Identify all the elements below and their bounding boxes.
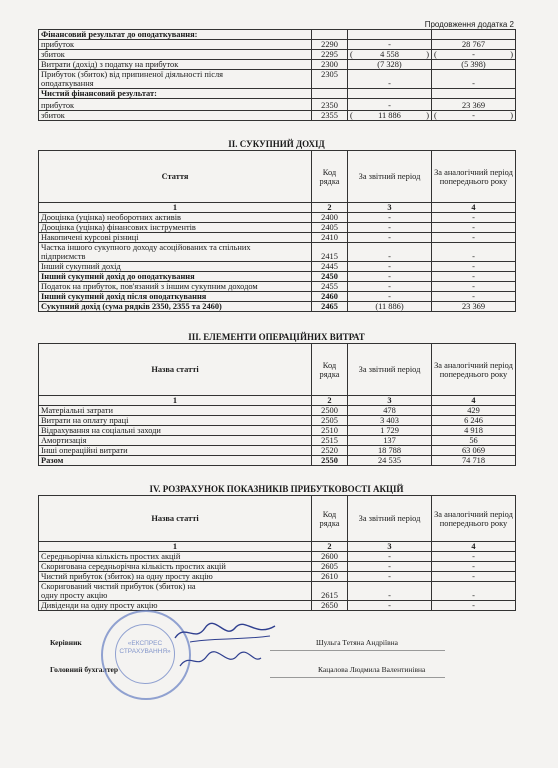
row-label: [39, 70, 312, 89]
row-label: [39, 562, 312, 572]
row-code: 2550: [312, 456, 348, 466]
row-label: [39, 262, 312, 272]
column-number-row: [39, 396, 516, 406]
row-value-cur: 1 729: [348, 426, 432, 436]
row-value-prev: -: [432, 282, 516, 292]
table-row: [39, 552, 516, 562]
row-value-prev: -: [432, 552, 516, 562]
header-prev: За аналогічний період попереднього року: [432, 496, 516, 542]
header-code: Код рядка: [312, 151, 348, 203]
top-note: Продовження додатка 2: [424, 20, 514, 29]
row-label: [39, 272, 312, 282]
row-value-cur: -: [348, 223, 432, 233]
row-code: 2455: [312, 282, 348, 292]
row-code: 2305: [312, 70, 348, 89]
table-row: [39, 436, 516, 446]
column-number: 4: [432, 542, 516, 552]
row-label-text: Фінансовий результат до оподаткування:: [41, 30, 198, 39]
row-value-prev: 28 767: [432, 40, 516, 50]
accountant-name: Кацалова Людмила Валентинівна: [318, 665, 426, 674]
row-value-prev: [432, 89, 516, 99]
header-cur: За звітний період: [348, 496, 432, 542]
row-label-text: прибуток: [41, 40, 75, 49]
row-value-cur: -: [348, 562, 432, 572]
table-row: [39, 223, 516, 233]
row-value-cur: -: [348, 233, 432, 243]
director-signature: [170, 618, 280, 648]
table-row: [39, 582, 516, 601]
row-value-cur: -: [348, 99, 432, 111]
row-code: 2500: [312, 406, 348, 416]
accountant-signature: [175, 648, 265, 674]
row-label: [39, 601, 312, 611]
accountant-label: Головний бухгалтер: [50, 665, 119, 674]
table-row: [39, 572, 516, 582]
row-label: [39, 416, 312, 426]
row-value-cur: ( 11 886 ): [348, 111, 432, 121]
row-label: [39, 30, 312, 40]
row-value-cur: (11 886): [348, 302, 432, 312]
row-label: [39, 582, 312, 601]
table-row: [39, 601, 516, 611]
row-label: [39, 40, 312, 50]
column-number: 1: [39, 542, 312, 552]
row-value-prev: -: [432, 601, 516, 611]
row-code: 2350: [312, 99, 348, 111]
row-value-cur: 137: [348, 436, 432, 446]
table-row: [39, 243, 516, 262]
column-number: 3: [348, 542, 432, 552]
row-label: [39, 456, 312, 466]
row-label: [39, 89, 312, 99]
header-name: Назва статті: [39, 344, 312, 396]
row-code: 2600: [312, 552, 348, 562]
column-number: 4: [432, 203, 516, 213]
row-label-text: Дивіденди на одну просту акцію: [41, 601, 158, 610]
row-value-cur: -: [348, 292, 432, 302]
row-label: [39, 111, 312, 121]
row-value-prev: -: [432, 582, 516, 601]
row-label: [39, 406, 312, 416]
row-value-cur: -: [348, 552, 432, 562]
table-row: [39, 70, 516, 89]
table-row: [39, 292, 516, 302]
row-code: 2290: [312, 40, 348, 50]
row-label-text: Інший сукупний дохід до оподаткування: [41, 272, 195, 281]
section-2-title: II. СУКУПНИЙ ДОХІД: [228, 139, 325, 149]
row-label: [39, 292, 312, 302]
row-value-cur: -: [348, 601, 432, 611]
row-label: [39, 233, 312, 243]
row-value-prev: 6 246: [432, 416, 516, 426]
table-header-row: [39, 151, 516, 203]
director-line: [270, 650, 445, 651]
row-label-text: Дооцінка (уцінка) фінансових інструментів: [41, 223, 196, 232]
header-cur: За звітний період: [348, 151, 432, 203]
row-label: [39, 223, 312, 233]
row-label-text: оподаткування: [41, 79, 94, 88]
row-value-prev: -: [432, 70, 516, 89]
row-label: [39, 572, 312, 582]
row-code: 2415: [312, 243, 348, 262]
row-label-text: Чистий прибуток (збиток) на одну просту акцію: [41, 572, 213, 581]
row-label-text: Витрати (дохід) з податку на прибуток: [41, 60, 179, 69]
row-label-text: Дооцінка (уцінка) необоротних активів: [41, 213, 181, 222]
row-label-text: Витрати на оплату праці: [41, 416, 129, 425]
column-number: 1: [39, 396, 312, 406]
row-code: 2295: [312, 50, 348, 60]
row-code: 2515: [312, 436, 348, 446]
row-value-prev: ( - ): [432, 50, 516, 60]
table-row: [39, 262, 516, 272]
row-label: [39, 436, 312, 446]
row-code: 2410: [312, 233, 348, 243]
row-value-cur: -: [348, 70, 432, 89]
row-code: 2510: [312, 426, 348, 436]
table-row: [39, 30, 516, 40]
row-code: 2400: [312, 213, 348, 223]
row-value-cur: -: [348, 582, 432, 601]
row-label-text: прибуток: [41, 101, 75, 110]
row-value-prev: -: [432, 272, 516, 282]
header-code: Код рядка: [312, 344, 348, 396]
row-value-prev: 74 718: [432, 456, 516, 466]
row-value-prev: -: [432, 572, 516, 582]
row-label: [39, 426, 312, 436]
row-value-cur: -: [348, 262, 432, 272]
row-value-prev: 23 369: [432, 99, 516, 111]
row-code: 2300: [312, 60, 348, 70]
row-label-text: Середньорічна кількість простих акцій: [41, 552, 181, 561]
header-cur: За звітний період: [348, 344, 432, 396]
row-code: 2650: [312, 601, 348, 611]
row-label-text: Інший сукупний дохід: [41, 262, 121, 271]
row-value-prev: -: [432, 213, 516, 223]
row-value-prev: -: [432, 243, 516, 262]
row-value-cur: [348, 89, 432, 99]
row-label: [39, 50, 312, 60]
row-value-prev: (5 398): [432, 60, 516, 70]
table-row: [39, 50, 516, 60]
column-number-row: [39, 203, 516, 213]
comprehensive-income-table: [38, 150, 516, 312]
table-row: [39, 99, 516, 111]
header-prev: За аналогічний період попереднього року: [432, 151, 516, 203]
value-text: 4 558: [380, 50, 399, 59]
accountant-line: [270, 677, 445, 678]
row-value-prev: -: [432, 292, 516, 302]
table-row: [39, 416, 516, 426]
table-row: [39, 302, 516, 312]
row-code: 2615: [312, 582, 348, 601]
row-label-text: збиток: [41, 111, 65, 120]
table-row: [39, 562, 516, 572]
row-label: [39, 213, 312, 223]
row-value-prev: 56: [432, 436, 516, 446]
header-prev: За аналогічний період попереднього року: [432, 344, 516, 396]
row-value-cur: -: [348, 213, 432, 223]
row-value-prev: 23 369: [432, 302, 516, 312]
director-name: Шульга Тетяна Андріївна: [316, 638, 398, 647]
row-value-cur: (7 328): [348, 60, 432, 70]
row-label-text: Разом: [41, 456, 64, 465]
row-code: [312, 89, 348, 99]
table-row: [39, 406, 516, 416]
table-row: [39, 282, 516, 292]
row-label: [39, 99, 312, 111]
operating-expenses-table: [38, 343, 516, 466]
header-name: Стаття: [39, 151, 312, 203]
row-value-prev: 4 918: [432, 426, 516, 436]
table-row: [39, 213, 516, 223]
row-label: [39, 60, 312, 70]
table-row: [39, 111, 516, 121]
row-label-text: Податок на прибуток, пов'язаний з іншим сукупним доходом: [41, 282, 258, 291]
row-value-cur: 3 403: [348, 416, 432, 426]
row-label: [39, 302, 312, 312]
row-label-text: Сукупний дохід (сума рядків 2350, 2355 та 2460): [41, 302, 222, 311]
row-value-cur: 24 535: [348, 456, 432, 466]
row-code: 2460: [312, 292, 348, 302]
column-number-row: [39, 542, 516, 552]
financial-result-table: [38, 29, 516, 121]
row-value-cur: 18 788: [348, 446, 432, 456]
row-label-text: Накопичені курсові різниці: [41, 233, 139, 242]
row-label-text: Інший сукупний дохід після оподаткування: [41, 292, 207, 301]
value-text: -: [472, 111, 475, 120]
row-code: [312, 30, 348, 40]
table-row: [39, 426, 516, 436]
row-label: [39, 446, 312, 456]
row-value-prev: -: [432, 233, 516, 243]
row-label-text: Чистий фінансовий результат:: [41, 89, 157, 98]
row-label-text: Частка іншого сукупного доходу асоційованих та спільних: [41, 243, 251, 252]
column-number: 1: [39, 203, 312, 213]
column-number: 3: [348, 396, 432, 406]
row-value-cur: 478: [348, 406, 432, 416]
column-number: 4: [432, 396, 516, 406]
header-code: Код рядка: [312, 496, 348, 542]
director-label: Керівник: [50, 638, 82, 647]
row-value-cur: [348, 30, 432, 40]
row-label-text: Відрахування на соціальні заходи: [41, 426, 161, 435]
row-label-text: Скоригований чистий прибуток (збиток) на: [41, 582, 196, 591]
row-code: 2465: [312, 302, 348, 312]
row-label-text: Інші операційні витрати: [41, 446, 128, 455]
row-code: 2610: [312, 572, 348, 582]
row-label-text: Матеріальні затрати: [41, 406, 113, 415]
share-profitability-table: [38, 495, 516, 611]
row-label-text: Амортизація: [41, 436, 87, 445]
row-label: [39, 243, 312, 262]
row-label: [39, 552, 312, 562]
row-value-cur: -: [348, 243, 432, 262]
row-value-prev: 429: [432, 406, 516, 416]
table-row: [39, 233, 516, 243]
table-row: [39, 89, 516, 99]
value-text: 11 886: [378, 111, 401, 120]
row-code: 2445: [312, 262, 348, 272]
row-value-prev: -: [432, 223, 516, 233]
row-value-prev: [432, 30, 516, 40]
row-label-text: одну просту акцію: [41, 591, 108, 600]
section-3-title: III. ЕЛЕМЕНТИ ОПЕРАЦІЙНИХ ВИТРАТ: [188, 332, 365, 342]
row-code: 2405: [312, 223, 348, 233]
row-label-text: Прибуток (збиток) від припиненої діяльності після: [41, 70, 223, 79]
row-label-text: Скоригована середньорічна кількість простих акцій: [41, 562, 226, 571]
column-number: 2: [312, 542, 348, 552]
table-row: [39, 40, 516, 50]
table-row: [39, 456, 516, 466]
row-value-prev: -: [432, 562, 516, 572]
row-label-text: збиток: [41, 50, 65, 59]
column-number: 3: [348, 203, 432, 213]
table-row: [39, 60, 516, 70]
table-row: [39, 446, 516, 456]
table-header-row: [39, 496, 516, 542]
value-text: -: [472, 50, 475, 59]
row-code: 2520: [312, 446, 348, 456]
row-value-cur: -: [348, 572, 432, 582]
row-value-cur: ( 4 558 ): [348, 50, 432, 60]
table-row: [39, 272, 516, 282]
row-value-prev: ( - ): [432, 111, 516, 121]
row-value-cur: -: [348, 282, 432, 292]
row-code: 2505: [312, 416, 348, 426]
stamp-text: «ЕКСПРЕС СТРАХУВАННЯ»: [119, 640, 171, 655]
section-4-title: IV. РОЗРАХУНОК ПОКАЗНИКІВ ПРИБУТКОВОСТІ АКЦІЙ: [149, 484, 404, 494]
column-number: 2: [312, 203, 348, 213]
row-code: 2450: [312, 272, 348, 282]
row-code: 2605: [312, 562, 348, 572]
row-label-text: підприємств: [41, 252, 86, 261]
row-label: [39, 282, 312, 292]
header-name: Назва статті: [39, 496, 312, 542]
table-header-row: [39, 344, 516, 396]
row-value-cur: -: [348, 272, 432, 282]
row-value-prev: -: [432, 262, 516, 272]
row-code: 2355: [312, 111, 348, 121]
row-value-cur: -: [348, 40, 432, 50]
row-value-prev: 63 069: [432, 446, 516, 456]
column-number: 2: [312, 396, 348, 406]
